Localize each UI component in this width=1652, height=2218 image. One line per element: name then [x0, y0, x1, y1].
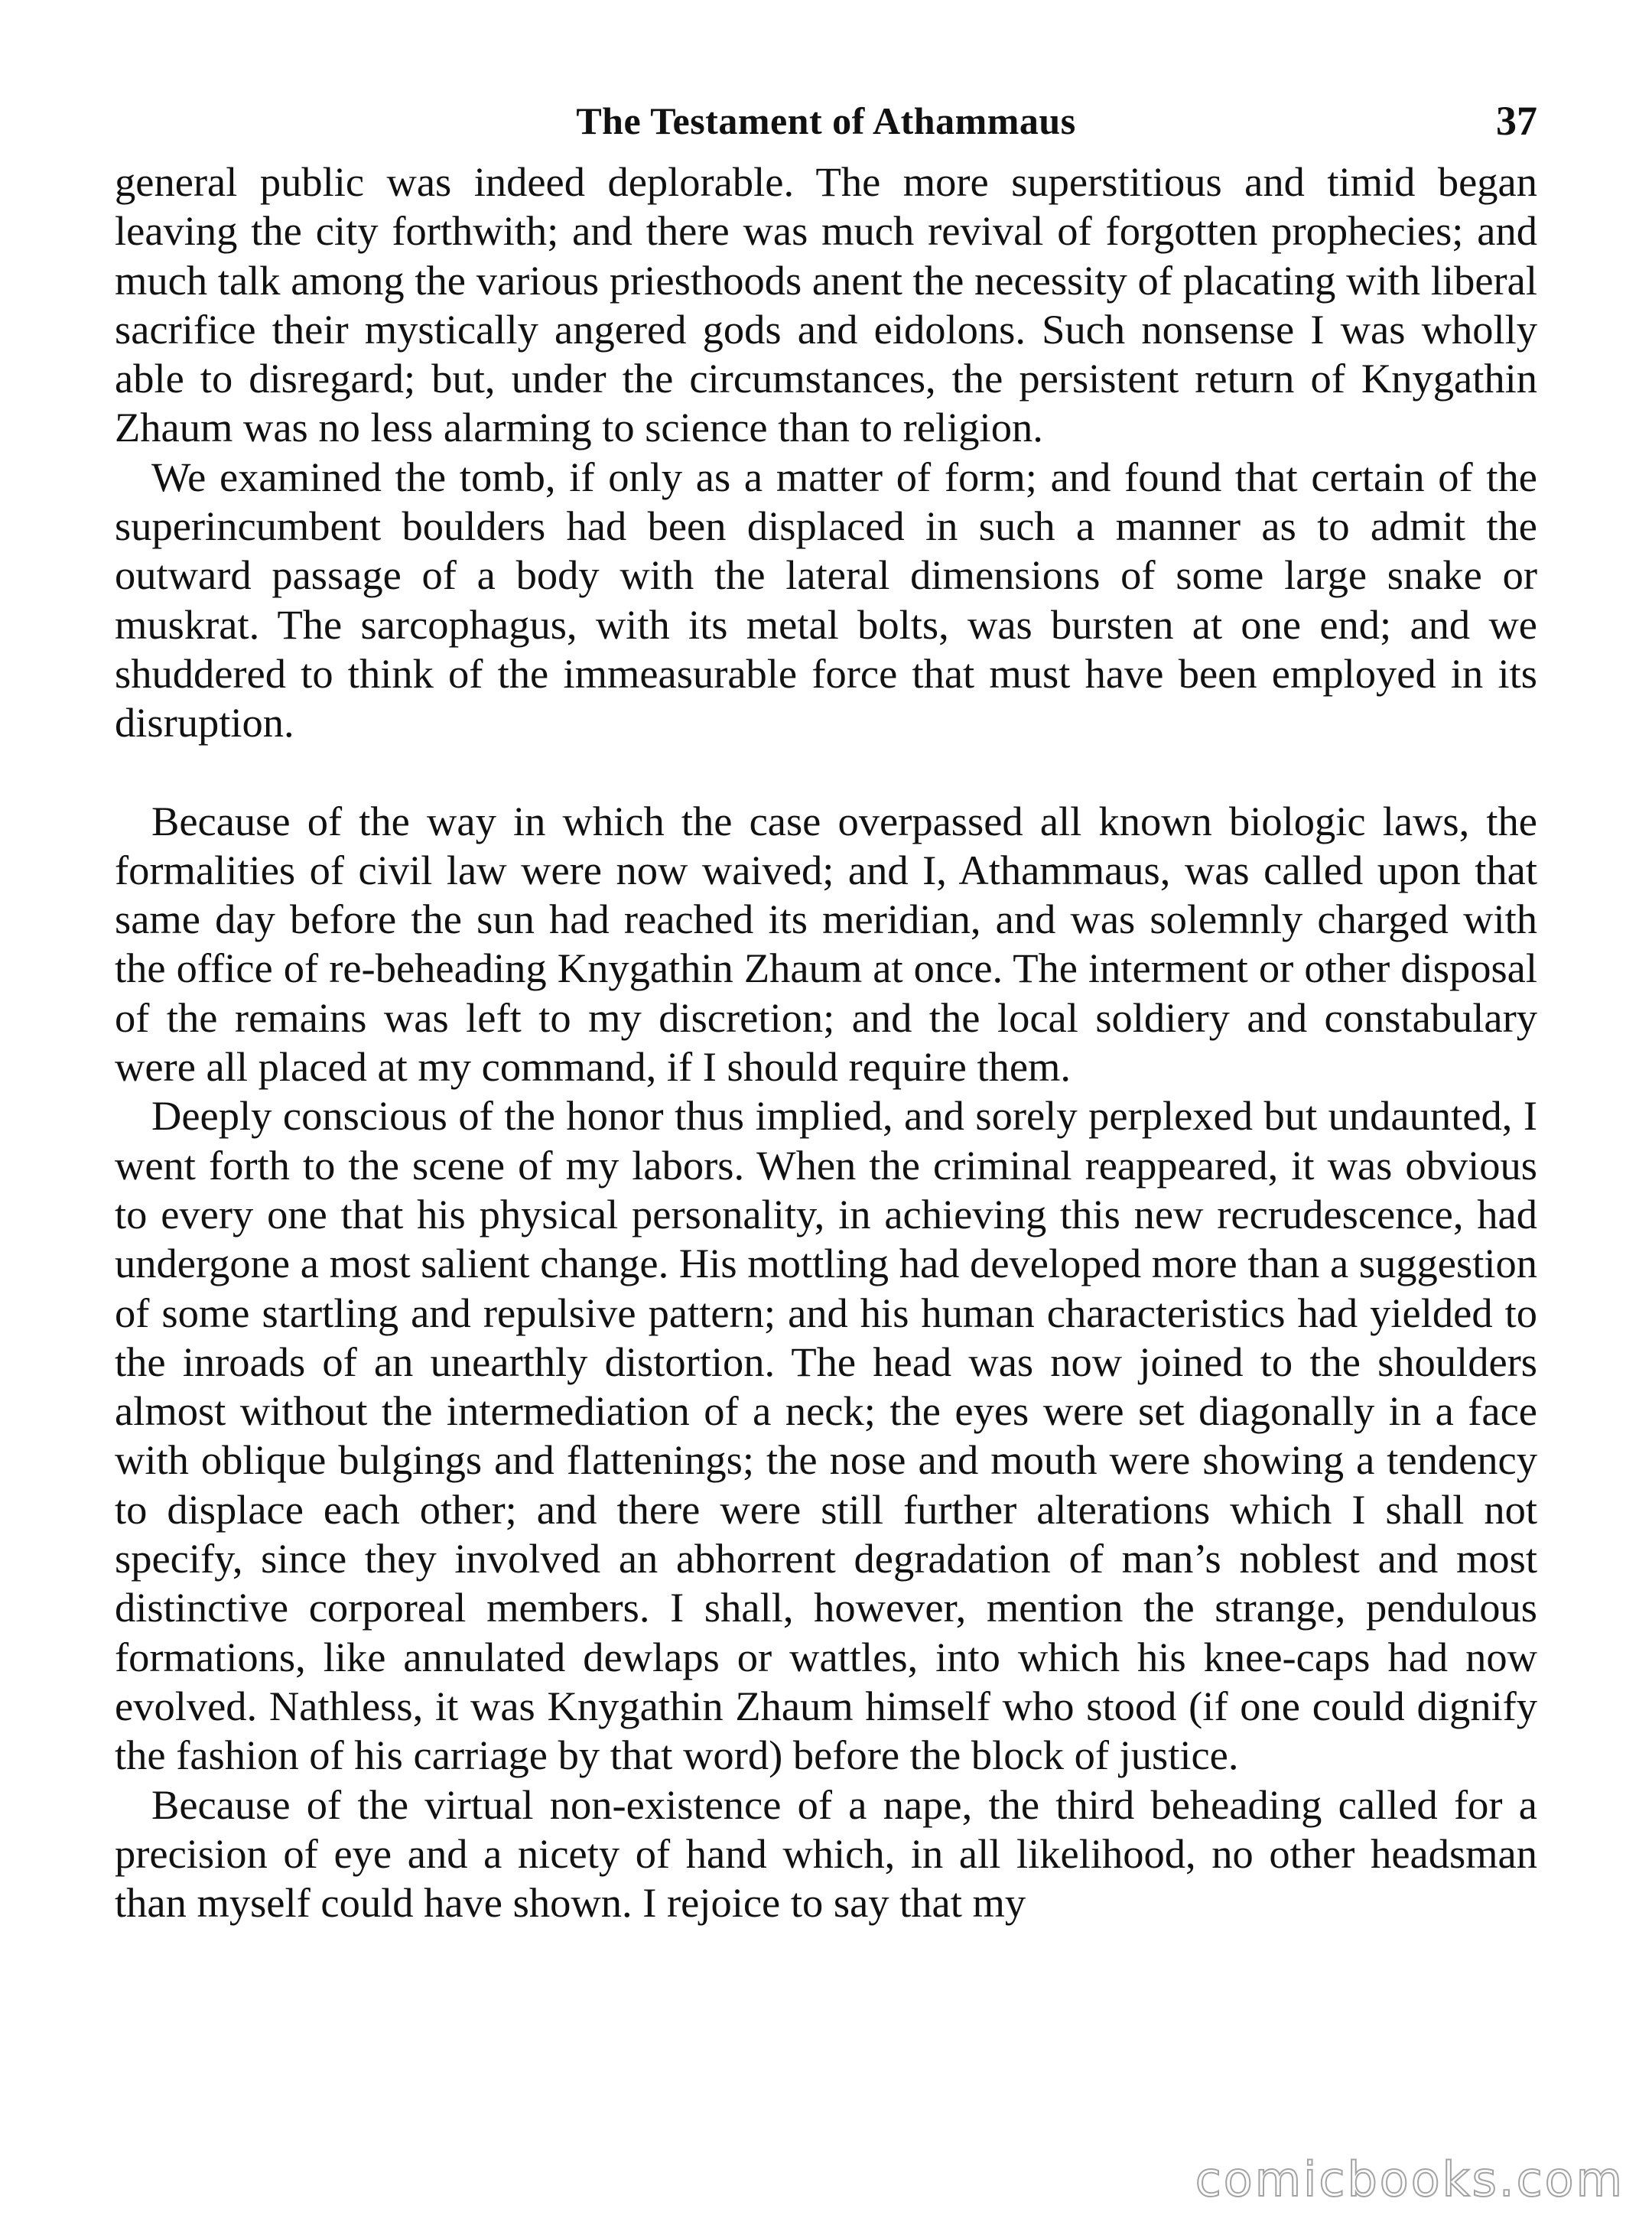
page-header [115, 90, 1537, 151]
site-watermark: comicbooks.com [1195, 2151, 1624, 2207]
running-title: The Testament of Athammaus [576, 99, 1076, 142]
page-number: 37 [1496, 98, 1537, 144]
paragraph-third-beheading: Because of the virtual non-existence of a nape, the third beheading called for a precision of eye and a nicety of hand which, in all likelihood, no other headsman than myself could have shown. I rejoice to say that my [115, 1781, 1537, 1927]
paragraph-civil-law-waived: Because of the way in which the case overpassed all known biologic laws, the formalities of civil law were now waived; and I, Athammaus, was called upon that same day before the sun had reached its meridian, and was solemnly charged with the office of re-beheading Knygathin Zhaum at once. The interment or other disposal of the remains was left to my discretion; and the local soldiery and constabulary were all placed at my command, if I should require them. [115, 797, 1537, 1091]
paragraph-tomb-examination: We examined the tomb, if only as a matter of form; and found that certain of the superincumbent boulders had been displaced in such a manner as to admit the outward passage of a body with the lateral dimensions of some large snake or muskrat. The sarcophagus, with its metal bolts, was bursten at one end; and we shuddered to think of the immeasurable force that must have been employed in its disruption. [115, 453, 1537, 746]
paragraph-continued: general public was indeed deplorable. The more superstitious and timid began leaving the city forthwith; and there was much revival of forgotten prophecies; and much talk among the various priesthoods anent the necessity of placating with liberal sacrifice their mystically angered gods and eidolons. Such nonsense I was wholly able to disregard; but, under the circumstances, the persistent return of Knygathin Zhaum was no less alarming to science than to religion. [115, 158, 1537, 451]
body-text [115, 158, 1537, 1927]
paragraph-criminal-transformation: Deeply conscious of the honor thus implied, and sorely perplexed but undaunted, I went forth to the scene of my labors. When the criminal reappeared, it was obvious to every one that his physical personality, in achieving this new recrudescence, had undergone a most salient change. His mottling had developed more than a suggestion of some startling and repulsive pattern; and his human characteristics had yielded to the inroads of an unearthly distortion. The head was now joined to the shoulders almost without the intermediation of a neck; the eyes were set diagonally in a face with oblique bulgings and flattenings; the nose and mouth were showing a tendency to displace each other; and there were still further alterations which I shall not specify, since they involved an abhorrent degradation of man’s noblest and most distinctive corporeal members. I shall, however, mention the strange, pendulous formations, like annulated dewlaps or wattles, into which his knee-caps had now evolved. Nathless, it was Knygathin Zhaum himself who stood (if one could dignify the fashion of his carriage by that word) before the block of justice. [115, 1092, 1537, 1779]
